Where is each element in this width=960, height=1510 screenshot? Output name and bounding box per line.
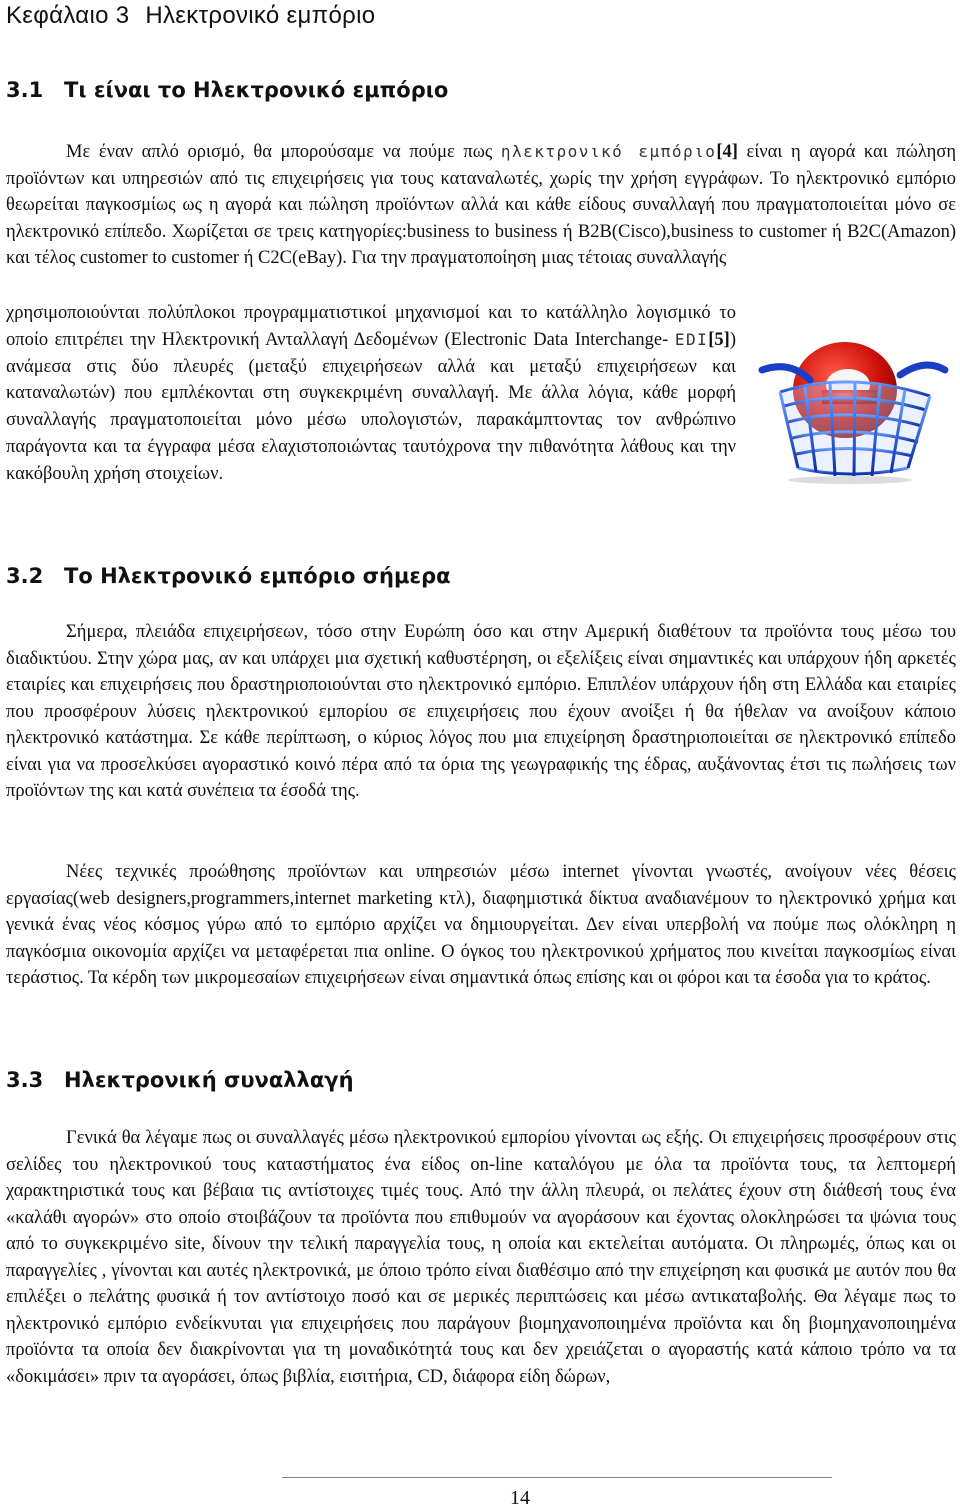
shopping-basket-icon bbox=[750, 330, 950, 485]
text-run: Με έναν απλό ορισμό, θα μπορούσαμε να πούμε πως bbox=[66, 142, 501, 162]
term-ecommerce: ηλεκτρονικό εμπόριο bbox=[500, 142, 717, 161]
footer-divider bbox=[282, 1477, 832, 1478]
section-3-2-paragraph-2: Νέες τεχνικές προώθησης προϊόντων και υπηρεσιών μέσω internet γίνονται γνωστές, ανοίγουν νέες θέσεις εργασίας(web designers,programmers,internet marketing κτλ), διαφημιστικά δίκτυα αναδιανέμουν το ηλεκτρονικό χρήμα και γενικά ένας νέος κόσμος γύρω από το εμπόριο αρχίζει να δημιουργείται. Δεν είναι υπερβολή να πούμε πως ολόκληρη η παγκόσμια οικονομία αρχίζει να μεταφέρεται πια online. Ο όγκος του ηλεκτρονικού χρήματος που κινείται παγκοσμίως είναι τεράστιος. Τα κέρδη των μικρομεσαίων επιχειρήσεων είναι σημαντικά όπως επίσης και οι φόροι και τα έσοδα για το κράτος. bbox=[6, 862, 956, 988]
chapter-title bbox=[6, 2, 375, 30]
section-3-1-paragraph-wrapped bbox=[6, 300, 736, 488]
chapter-name: Ηλεκτρονικό εμπόριο bbox=[145, 2, 376, 29]
section-3-3-paragraph-1: Γενικά θα λέγαμε πως οι συναλλαγές μέσω ηλεκτρονικού εμπορίου γίνονται ως εξής. Οι επιχειρήσεις προσφέρουν στις σελίδες του ηλεκτρονικού τους καταστήματος ένα είδος on-line καταλόγου με όλα τα προϊόντα τους, τα λεπτομερή χαρακτηριστικά τους και βέβαια τις αντίστοιχες τιμές τους. Από την άλλη πλευρά, οι πελάτες έχουν στη διάθεσή τους ένα «καλάθι αγορών» στο οποίο στοιβάζουν τα προϊόντα που επιθυμούν να αγοράσουν και έχοντας ολοκληρώσει τα ψώνια τους από το συγκεκριμένο site, δίνουν την τελική παραγγελία τους, η οποία και εκτελείται αυτόματα. Οι πληρωμές, όπως και οι παραγγελίες , γίνονται και αυτές ηλεκτρονικά, με όποιο τρόπο είναι διαθέσιμο από την επιχείρηση και φυσικά με αυτόν που θα επιλέξει ο πελάτης φυσικά ή τον αντίστοιχο ποσό και σε μερικές περιπτώσεις και μέσω αντικαταβολής. Θα λέγαμε πως το ηλεκτρονικό εμπόριο ενδείκνυται για επιχειρήσεις που παράγουν βιομηχανοποιημένα προϊόντα και δη βιομηχανοποιημένα προϊόντα τα οποία δεν διακρίνονται για τη μοναδικότητά τους και δεν χρειάζεται ο αγοραστής κατά κάποιο τρόπο να τα «δοκιμάσει» πριν τα αγοράσει, όπως βιβλία, εισιτήρια, CD, διάφορα είδη δώρων, bbox=[6, 1128, 956, 1387]
section-heading-3-1 bbox=[6, 78, 448, 102]
text-run: είναι η αγορά και πώληση προϊόντων και υπηρεσιών από τις επιχειρήσεις για τους καταναλωτές, χωρίς την χρήση εγγράφων. Το ηλεκτρονικό εμπόριο θεωρείται παγκοσμίως ως η αγορά και πώληση προϊόντων αλλά και κάθε είδους συναλλαγή που πραγματοποιείται μόνο σε ηλεκτρονικό επίπεδο. Χωρίζεται σε τρεις κατηγορίες:business to business ή B2B(Cisco),business to customer ή B2C(Amazon) και τέλος customer to customer ή C2C(eBay). Για την πραγματοποίηση μιας τέτοιας συναλλαγής bbox=[6, 142, 956, 268]
section-3-2-paragraph-1: Σήμερα, πλειάδα επιχειρήσεων, τόσο στην Ευρώπη όσο και στην Αμερική διαθέτουν τα προϊόντα τους μέσω του διαδικτύου. Στην χώρα μας, αν και υπάρχει μια σχετική καθυστέρηση, οι εξελίξεις είναι σημαντικές και υπάρχουν ήδη αρκετές εταιρίες και επιχειρήσεις που δραστηριοποιούνται στο ηλεκτρονικό εμπόριο. Επιπλέον υπάρχουν ήδη στη Ελλάδα και εταιρίες που προσφέρουν λύσεις ηλεκτρονικού εμπορίου σε επιχειρήσεις που έχουν ανοίξει ή θα ήθελαν να ανοίξουν κάποιο ηλεκτρονικό κατάστημα. Σε κάθε περίπτωση, ο κύριος λόγος που μια επιχείρηση δραστηριοποιείται σε ηλεκτρονικό επίπεδο είναι για να προσελκύσει αγοραστικό κοινό πέρα από τα όρια της γεωγραφικής της έδρας, αυξάνοντας έτσι τις πωλήσεις των προϊόντων της και κατά συνέπεια τα έσοδά της. bbox=[6, 622, 956, 801]
text-run: χρησιμοποιούνται πολύπλοκοι προγραμματιστικοί μηχανισμοί και το κατάλληλο λογισμικό το οποίο επιτρέπει την Ηλεκτρονική Ανταλλαγή Δεδομένων (Electronic Data Interchange- bbox=[6, 303, 736, 350]
section-3-1-paragraph-1 bbox=[6, 139, 956, 272]
section-number: 3.1 bbox=[6, 78, 44, 102]
chapter-number: Κεφάλαιο 3 bbox=[6, 2, 130, 29]
citation-ref: [5] bbox=[708, 329, 730, 350]
section-title: Ηλεκτρονική συναλλαγή bbox=[64, 1068, 354, 1092]
section-number: 3.2 bbox=[6, 564, 44, 588]
section-number: 3.3 bbox=[6, 1068, 44, 1092]
page-number: 14 bbox=[510, 1487, 530, 1509]
section-heading-3-2 bbox=[6, 564, 451, 588]
section-title: Το Ηλεκτρονικό εμπόριο σήμερα bbox=[64, 564, 451, 588]
section-heading-3-3 bbox=[6, 1068, 354, 1092]
text-run: ) ανάμεσα στις δύο πλευρές (μεταξύ επιχειρήσεων αλλά και μεταξύ επιχειρήσεων και καταναλωτών) που εμπλέκονται στη συγκεκριμένη συναλλαγή. Με άλλα λόγια, κάθε μορφή συναλλαγής πραγματοποιείται μόνο μέσω υπολογιστών, παρακάμπτοντας τον ανθρώπινο παράγοντα και τα έγγραφα μέσα ελαχιστοποιώντας ταυτόχρονα την πιθανότητα λάθους και την κακόβουλη χρήση στοιχείων. bbox=[6, 329, 736, 484]
section-title: Τι είναι το Ηλεκτρονικό εμπόριο bbox=[64, 78, 449, 102]
term-edi: EDI bbox=[674, 329, 709, 349]
citation-ref: [4] bbox=[716, 142, 738, 162]
